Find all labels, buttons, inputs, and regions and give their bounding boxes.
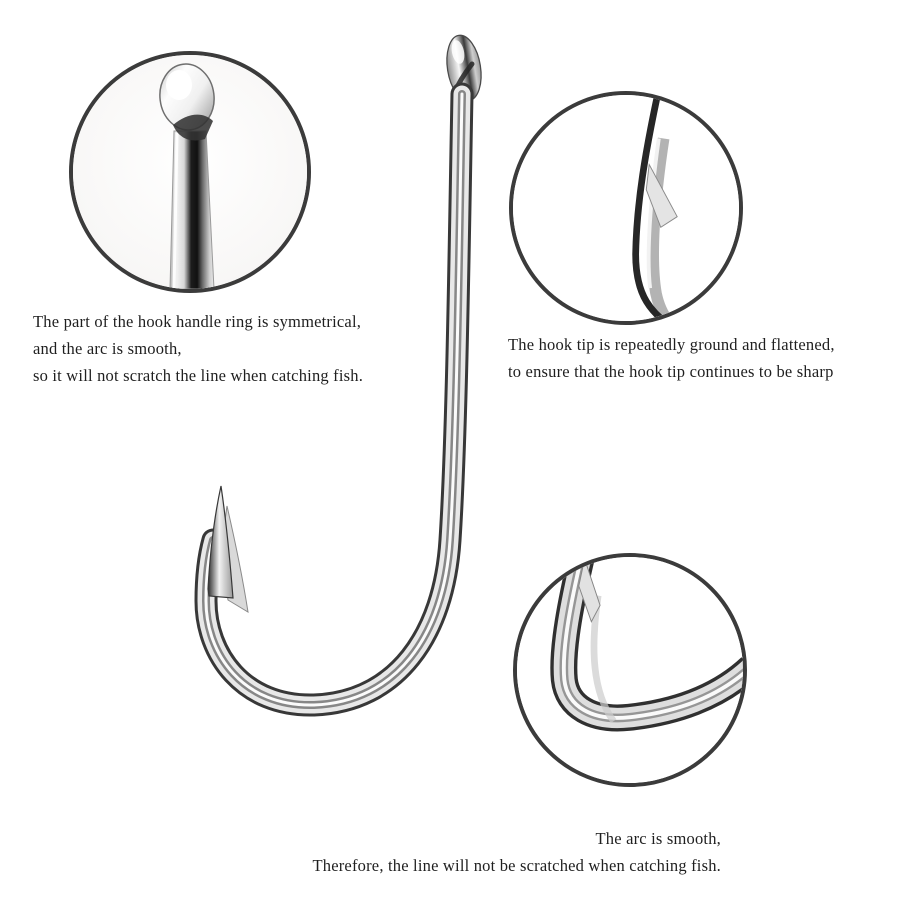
tip-closeup-background <box>513 95 739 321</box>
tip-note-line-2: to ensure that the hook tip continues to be sharp <box>508 362 834 381</box>
eye-note-line-3: so it will not scratch the line when catching fish. <box>33 366 364 385</box>
eye-note-line-1: The part of the hook handle ring is symmetrical, <box>33 312 362 331</box>
tip-note-line-1: The hook tip is repeatedly ground and flattened, <box>508 335 835 354</box>
arc-closeup-image <box>517 557 743 783</box>
tip-closeup-image <box>513 95 739 321</box>
tip-closeup-circle <box>509 91 743 325</box>
eye-note <box>33 308 363 389</box>
arc-note-line-1: The arc is smooth, <box>595 829 721 848</box>
arc-closeup-circle <box>513 553 747 787</box>
tip-note <box>508 331 835 385</box>
eye-closeup-circle <box>69 51 311 293</box>
eye-note-line-2: and the arc is smooth, <box>33 339 182 358</box>
eye-closeup-image <box>73 55 307 289</box>
eye-closeup-shaft <box>170 131 214 289</box>
arc-note <box>312 825 721 879</box>
arc-note-line-2: Therefore, the line will not be scratched when catching fish. <box>312 856 721 875</box>
